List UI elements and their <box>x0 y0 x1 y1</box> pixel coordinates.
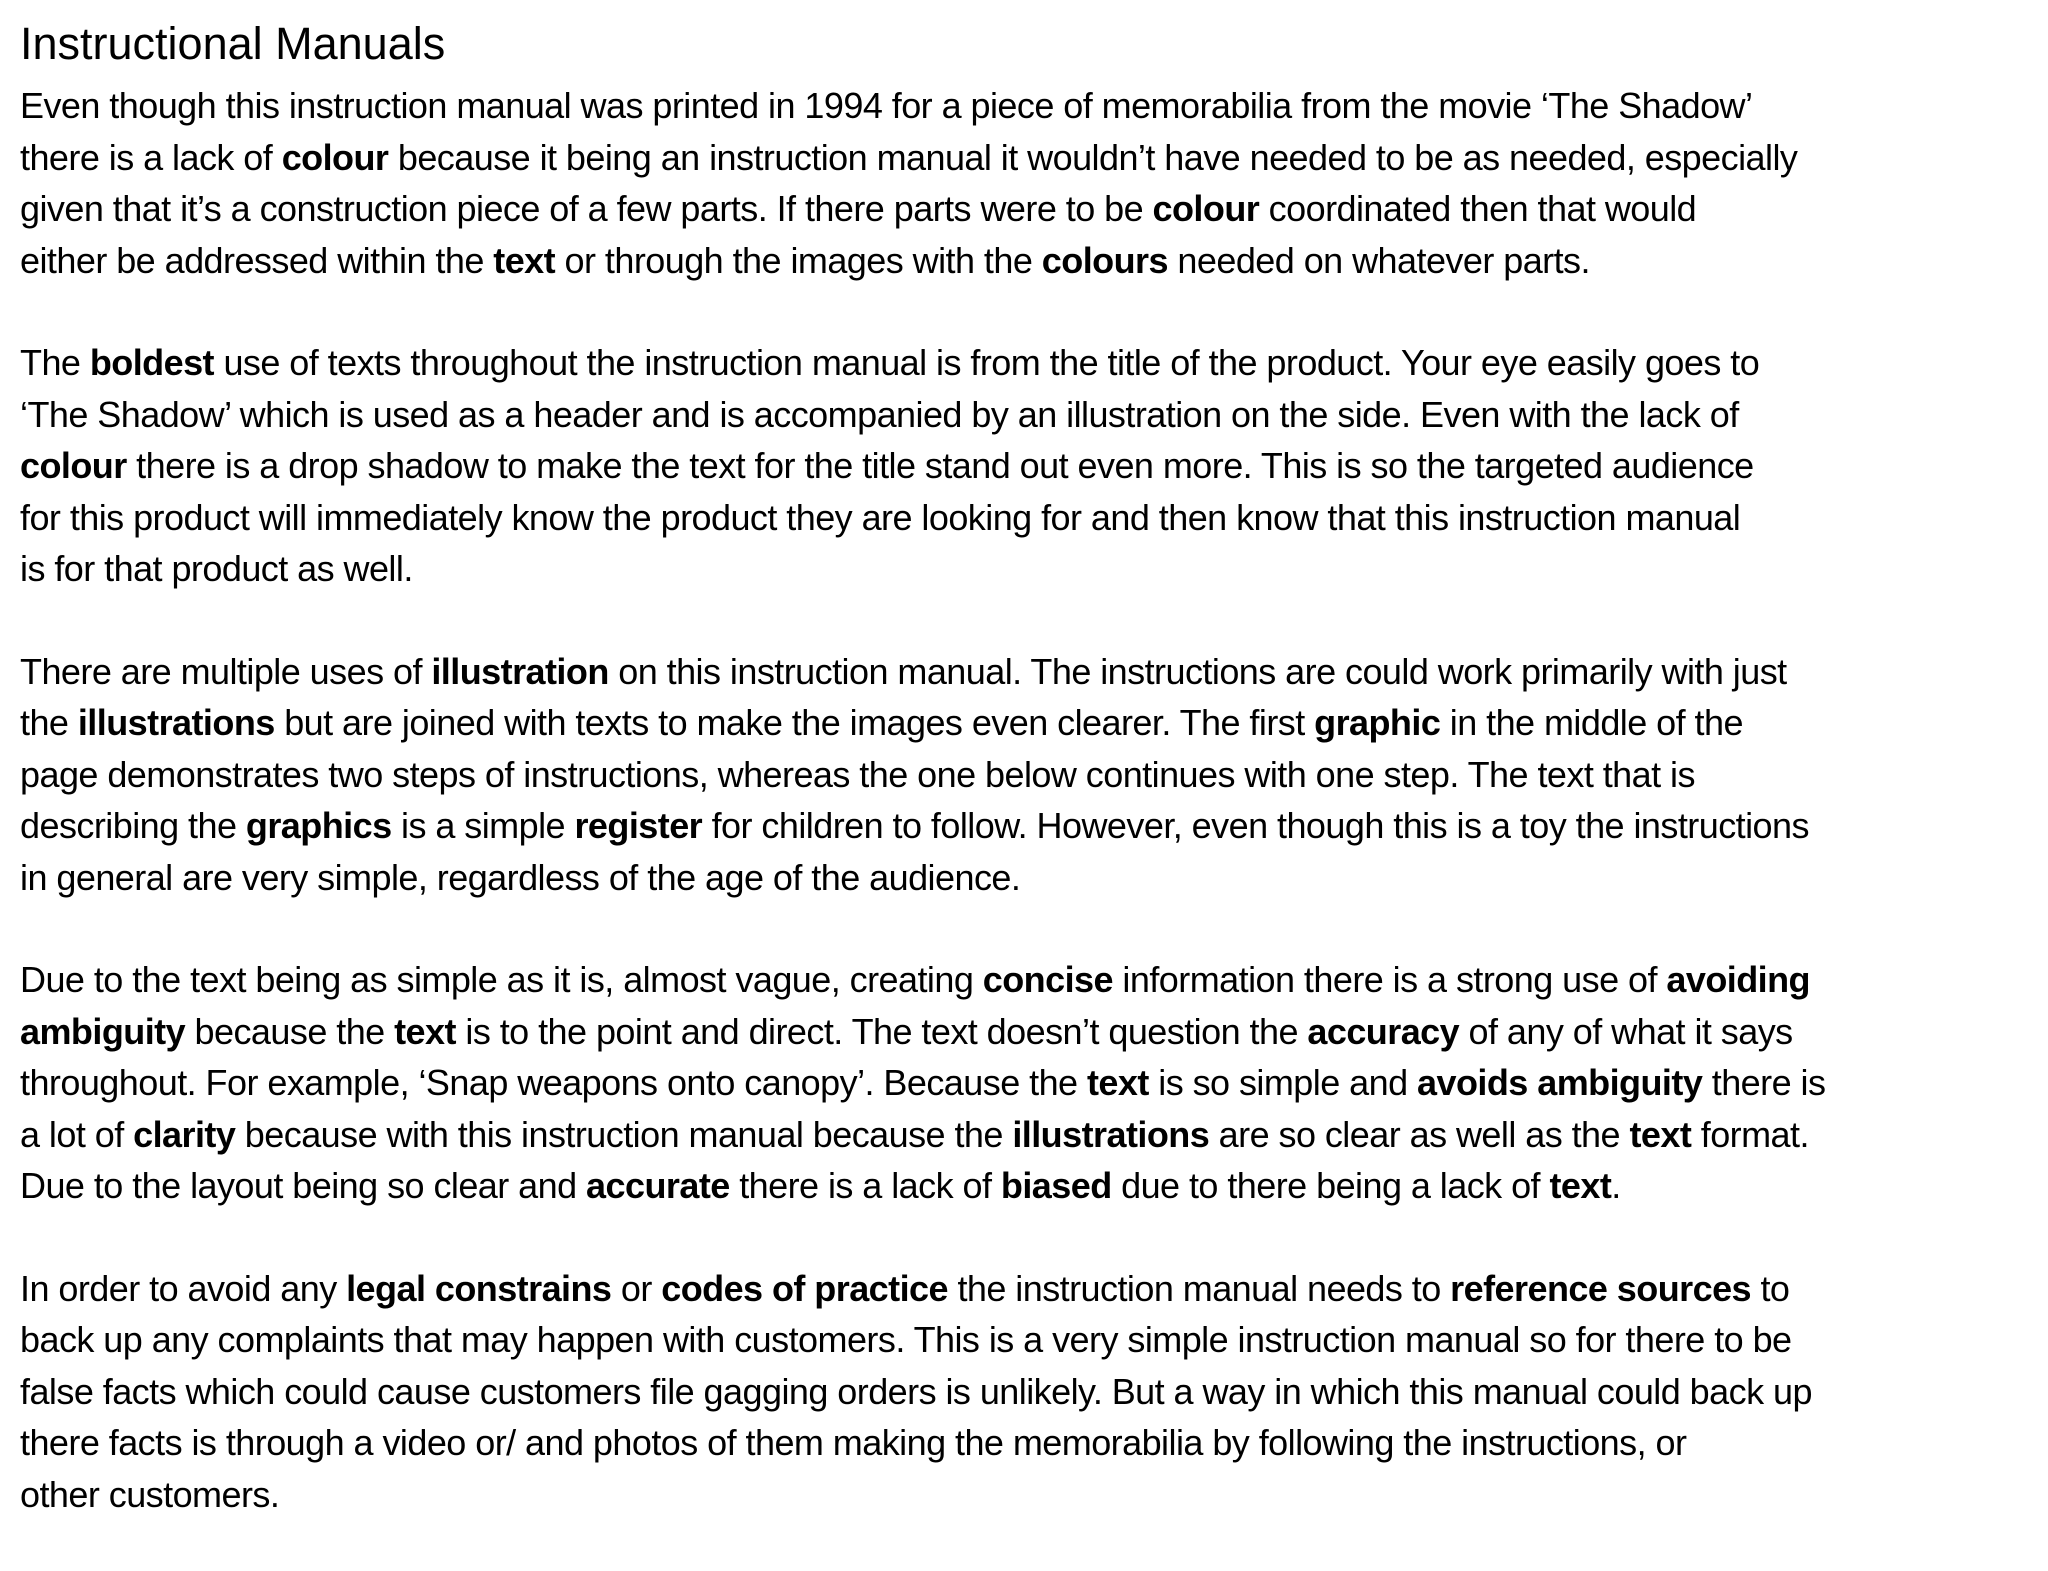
text-segment: ‘The Shadow’ which is used as a header and is accompanied by an illustration on the side. Even with the lack of <box>20 393 1739 435</box>
bold-term: accuracy <box>1307 1010 1460 1052</box>
text-segment: there is a lack of <box>729 1165 1001 1206</box>
text-line <box>20 80 2030 132</box>
bold-term: illustrations <box>77 702 275 743</box>
text-segment: on this instruction manual. The instructions are could work primarily with just <box>608 650 1787 692</box>
paragraph <box>20 80 2030 286</box>
text-line <box>20 1469 2030 1521</box>
text-segment: there facts is through a video or/ and photos of them making the memorabilia by following the instructions, or <box>20 1422 1687 1463</box>
text-segment: for this product will immediately know the product they are looking for and then know that this instruction manual <box>20 496 1741 538</box>
bold-term: colours <box>1041 239 1168 281</box>
text-segment: page demonstrates two steps of instructions, whereas the one below continues with one step. The text that is <box>20 753 1695 795</box>
text-segment: given that it’s a construction piece of a few parts. If there parts were to be <box>20 188 1153 229</box>
document-body <box>20 14 2030 1571</box>
text-segment: is a simple <box>391 805 575 846</box>
text-line <box>20 1263 2030 1315</box>
text-segment: there is <box>1702 1062 1826 1103</box>
text-segment: either be addressed within the <box>20 239 494 281</box>
text-segment: because it being an instruction manual it wouldn’t have needed to be as needed, especially <box>388 136 1798 178</box>
text-line <box>20 183 2030 235</box>
paragraph <box>20 1263 2030 1521</box>
text-line <box>20 1417 2030 1469</box>
text-line <box>20 543 2030 595</box>
text-segment: there is a lack of <box>20 136 282 178</box>
text-line <box>20 1006 2030 1058</box>
text-segment: Due to the text being as simple as it is, almost vague, creating <box>20 959 983 1000</box>
bold-term: accurate <box>586 1165 730 1206</box>
text-line <box>20 1109 2030 1161</box>
text-segment: in the middle of the <box>1440 702 1743 743</box>
bold-term: clarity <box>133 1113 236 1155</box>
text-segment: is so simple and <box>1148 1062 1418 1103</box>
bold-term: avoiding <box>1666 959 1810 1000</box>
bold-term: graphics <box>245 805 392 846</box>
text-segment: or through the images with the <box>555 239 1042 281</box>
text-segment: In order to avoid any <box>20 1267 347 1309</box>
bold-term: register <box>574 805 703 846</box>
bold-term: legal constrains <box>346 1267 612 1309</box>
text-segment: needed on whatever parts. <box>1167 239 1590 281</box>
text-line <box>20 132 2030 184</box>
bold-term: text <box>1629 1113 1692 1155</box>
text-segment: format. <box>1691 1113 1809 1155</box>
text-line <box>20 235 2030 287</box>
text-line <box>20 1160 2030 1212</box>
text-segment: but are joined with texts to make the images even clearer. The first <box>274 702 1315 743</box>
text-line <box>20 852 2030 904</box>
text-segment: of any of what it says <box>1459 1010 1793 1052</box>
text-line <box>20 1057 2030 1109</box>
bold-term: colour <box>20 445 127 486</box>
text-segment: Due to the layout being so clear and <box>20 1165 587 1206</box>
text-segment: due to there being a lack of <box>1111 1165 1550 1206</box>
text-line <box>20 800 2030 852</box>
bold-term: concise <box>982 959 1113 1000</box>
text-segment: for children to follow. However, even though this is a toy the instructions <box>702 805 1809 846</box>
text-segment: because the <box>185 1010 395 1052</box>
text-segment: information there is a strong use of <box>1112 959 1667 1000</box>
bold-term: reference sources <box>1450 1267 1752 1309</box>
bold-term: text <box>493 239 556 281</box>
text-segment: use of texts throughout the instruction manual is from the title of the product. Your eye easily goes to <box>214 342 1760 383</box>
text-segment: the <box>20 702 78 743</box>
text-segment: the instruction manual needs to <box>948 1267 1451 1309</box>
bold-term: colour <box>281 136 389 178</box>
paragraph <box>20 337 2030 595</box>
bold-term: text <box>1086 1062 1149 1103</box>
text-segment: other customers. <box>20 1473 280 1515</box>
text-segment: in general are very simple, regardless of the age of the audience. <box>20 856 1021 898</box>
text-segment: coordinated then that would <box>1259 188 1697 229</box>
text-line <box>20 389 2030 441</box>
bold-term: colour <box>1152 188 1260 229</box>
bold-term: avoids ambiguity <box>1417 1062 1703 1103</box>
text-line <box>20 492 2030 544</box>
paragraph <box>20 646 2030 904</box>
bold-term: text <box>1549 1165 1612 1206</box>
text-segment: . <box>1611 1165 1621 1206</box>
text-segment: a lot of <box>20 1113 134 1155</box>
text-line <box>20 749 2030 801</box>
text-segment: because with this instruction manual because the <box>235 1113 1013 1155</box>
bold-term: text <box>394 1010 456 1052</box>
bold-term: illustration <box>431 650 609 692</box>
text-line <box>20 1314 2030 1366</box>
bold-term: codes of practice <box>661 1267 948 1309</box>
text-segment: false facts which could cause customers file gagging orders is unlikely. But a way in which this manual could back up <box>20 1370 1812 1412</box>
bold-term: graphic <box>1314 702 1441 743</box>
text-line <box>20 954 2030 1006</box>
text-segment: Even though this instruction manual was printed in 1994 for a piece of memorabilia from the movie ‘The Shadow’ <box>20 85 1753 126</box>
bold-term: ambiguity <box>20 1010 186 1052</box>
text-segment: describing the <box>20 805 246 846</box>
text-line <box>20 1366 2030 1418</box>
paragraph <box>20 954 2030 1212</box>
text-segment: there is a drop shadow to make the text for the title stand out even more. This is so the targeted audience <box>126 445 1754 486</box>
text-segment: to <box>1751 1267 1790 1309</box>
text-segment: are so clear as well as the <box>1209 1113 1630 1155</box>
page-title: Instructional Manuals <box>20 18 446 69</box>
bold-term: biased <box>1000 1165 1112 1206</box>
text-line <box>20 646 2030 698</box>
text-line <box>20 440 2030 492</box>
paragraph-container <box>20 80 2030 1520</box>
text-segment: is to the point and direct. The text doesn’t question the <box>455 1010 1308 1052</box>
bold-term: boldest <box>89 342 214 383</box>
text-line <box>20 337 2030 389</box>
text-segment: or <box>611 1267 662 1309</box>
text-segment: is for that product as well. <box>20 548 413 589</box>
text-segment: back up any complaints that may happen with customers. This is a very simple instruction manual so for there to be <box>20 1319 1792 1360</box>
text-segment: The <box>20 342 90 383</box>
text-line <box>20 697 2030 749</box>
text-segment: throughout. For example, ‘Snap weapons onto canopy’. Because the <box>20 1062 1087 1103</box>
bold-term: illustrations <box>1012 1113 1210 1155</box>
text-segment: There are multiple uses of <box>20 650 432 692</box>
